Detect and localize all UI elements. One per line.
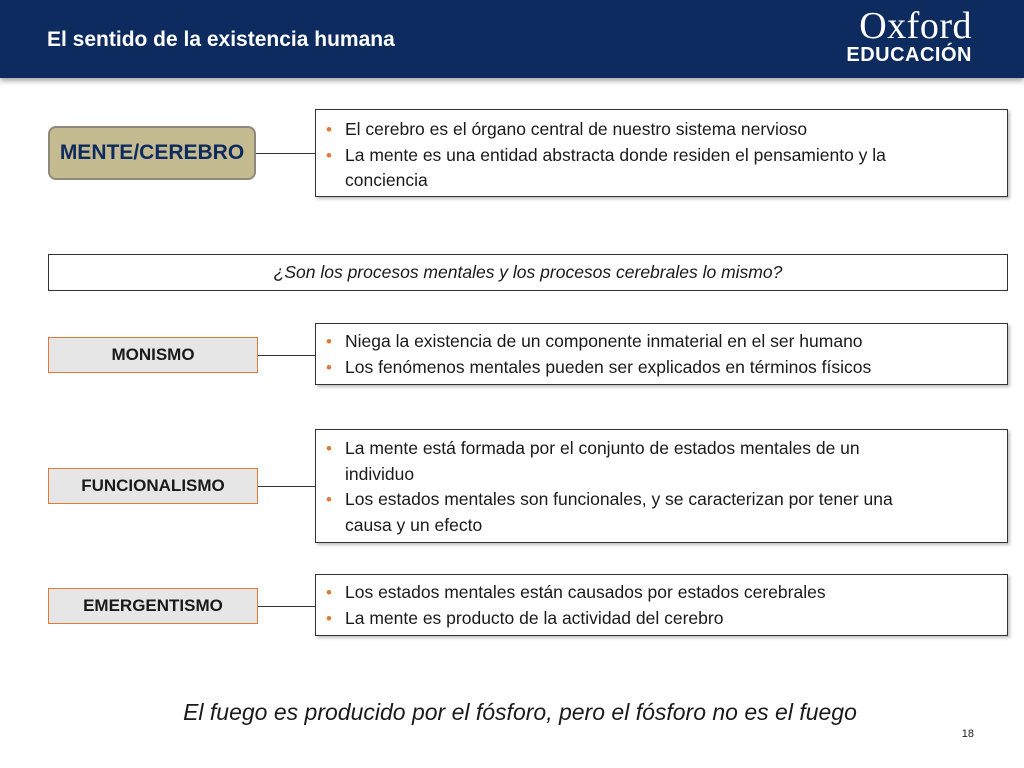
bullet-icon: •	[326, 583, 332, 602]
mente-cerebro-label	[48, 126, 256, 180]
bullet-icon: •	[326, 490, 332, 509]
bullet-item	[324, 117, 997, 143]
theory-label-monismo: MONISMO	[48, 337, 258, 373]
mente-description-box	[315, 109, 1008, 197]
mente-label-part1: MENTE	[59, 141, 134, 164]
bullet-text: La mente es una entidad abstracta donde residen el pensamiento y la conciencia	[345, 144, 886, 190]
bullet-icon: •	[326, 332, 332, 351]
bullet-item	[324, 143, 997, 194]
mente-label-separator: /	[133, 141, 140, 164]
bullet-icon: •	[326, 120, 332, 139]
connector-line	[258, 606, 315, 607]
connector-line	[258, 355, 315, 356]
bullet-icon: •	[326, 357, 332, 377]
brand-name: Oxford	[859, 5, 972, 47]
bullet-item	[324, 436, 997, 487]
bullet-icon: •	[326, 608, 332, 628]
bullet-icon: •	[326, 145, 332, 165]
slide-title: El sentido de la existencia humana	[47, 28, 395, 51]
connector-line	[256, 153, 315, 154]
funcionalismo-description-box	[315, 429, 1008, 543]
bullet-text: El cerebro es el órgano central de nuestro sistema nervioso	[345, 119, 808, 139]
monismo-description-box	[315, 323, 1008, 385]
header-bar	[0, 0, 1024, 78]
theory-label-emergentismo: EMERGENTISMO	[48, 588, 258, 624]
bullet-item	[324, 580, 997, 606]
theory-label-funcionalismo: FUNCIONALISMO	[48, 468, 258, 504]
mente-label-part2: CEREBRO	[139, 141, 245, 164]
bullet-item	[324, 606, 997, 632]
bullet-text: La mente es producto de la actividad del cerebro	[345, 607, 724, 628]
emergentismo-description-box	[315, 574, 1008, 636]
bullet-text: Los estados mentales están causados por estados cerebrales	[345, 582, 826, 602]
bullet-text: La mente está formada por el conjunto de estados mentales de un individuo	[345, 438, 860, 484]
bullet-text: Niega la existencia de un componente inmaterial en el ser humano	[345, 331, 863, 351]
bullet-item	[324, 329, 997, 355]
bullet-item	[324, 355, 997, 381]
closing-quote: El fuego es producido por el fósforo, pero el fósforo no es el fuego	[183, 699, 857, 725]
connector-line	[258, 486, 315, 487]
question-box: ¿Son los procesos mentales y los procesos cerebrales lo mismo?	[48, 254, 1008, 291]
bullet-icon: •	[326, 439, 332, 458]
bullet-text: Los estados mentales son funcionales, y se caracterizan por tener una causa y un efecto	[345, 489, 893, 535]
oxford-logo	[846, 6, 972, 66]
bullet-item	[324, 487, 997, 538]
bullet-text: Los fenómenos mentales pueden ser explicados en términos físicos	[345, 356, 872, 377]
brand-subtitle: EDUCACIÓN	[846, 44, 972, 66]
page-number: 18	[961, 728, 974, 740]
